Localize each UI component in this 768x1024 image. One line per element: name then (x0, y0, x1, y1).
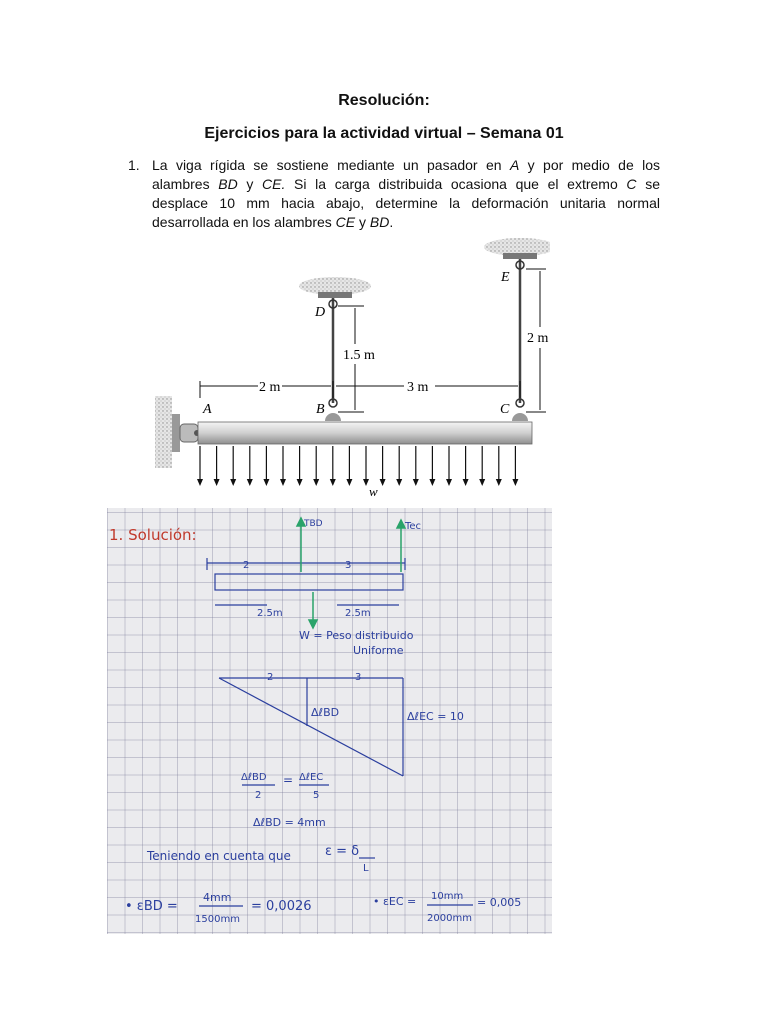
eps-ec-value: = 0,005 (477, 896, 522, 909)
w-arrow-icon (309, 620, 317, 628)
page-title: Resolución: (338, 92, 430, 109)
fbd-seg-3: 3 (345, 560, 352, 571)
w-definition-2: Uniforme (353, 644, 404, 657)
strain-formula: ε = δ (325, 844, 360, 859)
load-arrowhead (263, 479, 269, 486)
w-definition: W = Peso distribuido (299, 629, 414, 642)
dim-label-1-5m: 1.5 m (343, 348, 375, 363)
load-arrowhead (280, 479, 286, 486)
tri-seg-2: 2 (267, 672, 274, 683)
eps-bd-label: • εBD = (125, 899, 178, 914)
load-arrowhead (214, 479, 220, 486)
eps-ec-label: • εEC = (373, 895, 417, 908)
handwritten-solution (107, 508, 552, 934)
text-run: BD (218, 176, 238, 192)
fbd-seg-2: 2 (243, 560, 250, 571)
clevis-b (325, 413, 341, 421)
dim-label-3m: 3 m (407, 380, 429, 395)
triangle-hypotenuse (219, 678, 403, 776)
load-arrowhead (330, 479, 336, 486)
page-subtitle: Ejercicios para la actividad virtual – Semana 01 (204, 125, 564, 142)
tri-seg-3: 3 (355, 672, 362, 683)
eps-bd-value: = 0,0026 (251, 899, 312, 914)
text-run: La viga rígida se sostiene mediante un pasador en (152, 157, 510, 173)
load-arrowhead (413, 479, 419, 486)
strain-intro: Teniendo en cuenta que (147, 849, 291, 863)
text-run: Si la carga distribuida ocasiona que el extremo (285, 176, 627, 192)
strain-denominator: L (363, 863, 369, 874)
text-run: y (237, 176, 263, 192)
wall-plate (172, 414, 180, 452)
load-arrowhead (512, 479, 518, 486)
wall (155, 396, 172, 468)
ratio-eq: = (283, 773, 294, 787)
dim-label-2m: 2 m (259, 380, 281, 395)
load-arrowhead (446, 479, 452, 486)
problem-line-1 (152, 156, 660, 175)
text-run: C (626, 176, 637, 192)
load-arrowhead (396, 479, 402, 486)
text-run: CE (335, 214, 356, 230)
delta-result: ΔℓBD = 4mm (253, 816, 326, 829)
label-a: A (203, 402, 212, 417)
label-c: C (500, 402, 510, 417)
beam (198, 422, 532, 444)
label-tec: Tec (405, 521, 422, 532)
fbd-len-25b: 2.5m (345, 608, 371, 619)
label-w: w (369, 484, 378, 499)
delta-ec-label: ΔℓEC = 10 (407, 710, 464, 723)
ratio-num-1: ΔℓBD (241, 772, 267, 783)
ratio-den-2: 5 (313, 790, 320, 801)
notes-drawing (107, 508, 552, 934)
label-b: B (316, 402, 325, 417)
eps-bd-num: 4mm (203, 891, 232, 904)
load-arrowhead (247, 479, 253, 486)
problem-line-2 (152, 175, 660, 194)
eps-bd-den: 1500mm (195, 914, 240, 925)
label-d: D (315, 305, 326, 320)
tec-arrow-icon (397, 520, 405, 528)
eps-ec-num: 10mm (431, 891, 464, 902)
text-run: A (509, 157, 520, 173)
load-arrowhead (429, 479, 435, 486)
ratio-den-1: 2 (255, 790, 262, 801)
text-run: y por medio de los (519, 157, 660, 173)
load-arrowhead (346, 479, 352, 486)
text-run: desarrollada en los alambres (152, 214, 336, 230)
load-arrowhead (380, 479, 386, 486)
load-arrowhead (479, 479, 485, 486)
clevis-c (512, 413, 528, 421)
delta-bd-label: ΔℓBD (311, 706, 340, 719)
problem-line-4 (152, 213, 660, 232)
fbd-len-25a: 2.5m (257, 608, 283, 619)
problem-text (152, 156, 660, 232)
distributed-load (197, 446, 518, 486)
beam-figure (150, 238, 550, 500)
text-run: . (389, 214, 394, 230)
load-arrowhead (496, 479, 502, 486)
dim-label-2m-vert: 2 m (527, 331, 549, 346)
problem-line-3: desplace 10 mm hacia abajo, determine la deformación unitaria normal (152, 195, 660, 211)
load-arrowhead (297, 479, 303, 486)
label-e: E (501, 270, 510, 285)
load-arrowhead (313, 479, 319, 486)
bracket-d (318, 292, 352, 298)
text-run: CE. (262, 176, 286, 192)
ratio-num-2: ΔℓEC (299, 772, 324, 783)
text-run: BD (369, 214, 390, 230)
text-run: y (355, 214, 370, 230)
problem-number: 1. (128, 157, 140, 173)
bracket-e (503, 253, 537, 259)
text-run: se (636, 176, 660, 192)
load-arrowhead (197, 479, 203, 486)
solution-heading: 1. Solución: (109, 526, 197, 544)
text-run: alambres (152, 176, 219, 192)
eps-ec-den: 2000mm (427, 913, 472, 924)
label-tbd: TBD (304, 519, 323, 529)
load-arrowhead (463, 479, 469, 486)
load-arrowhead (230, 479, 236, 486)
fbd-beam (215, 574, 403, 590)
